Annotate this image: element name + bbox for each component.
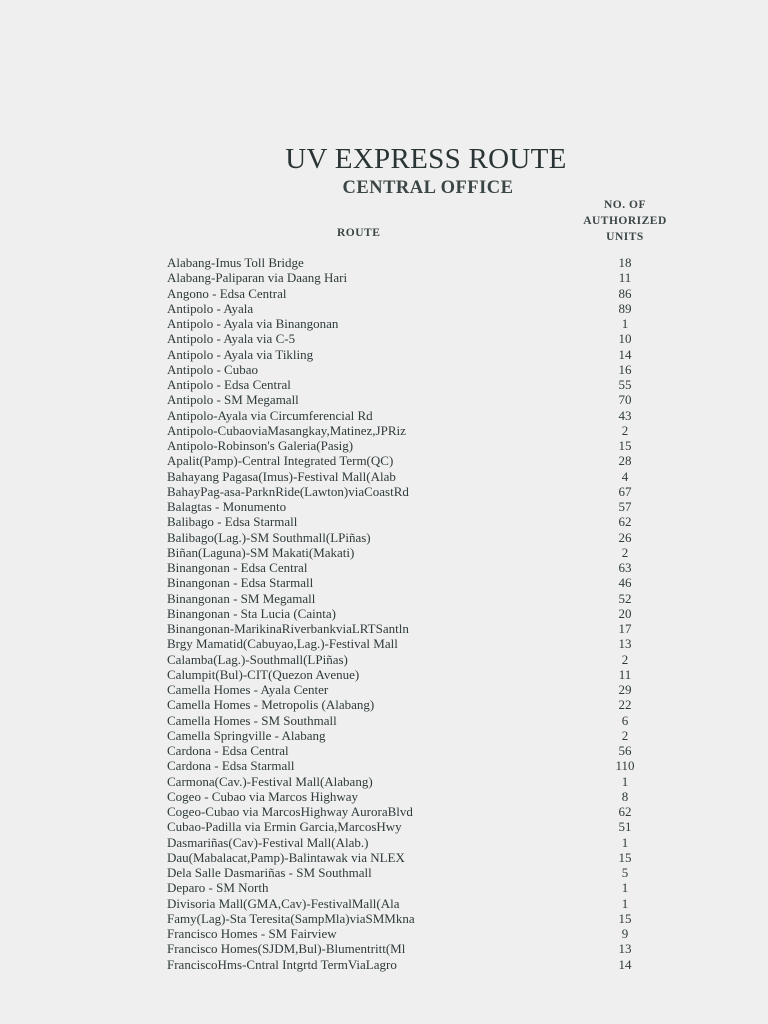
authorized-units: 28	[618, 453, 632, 469]
route-name: Brgy Mamatid(Cabuyao,Lag.)-Festival Mall	[167, 636, 398, 652]
route-name: Dasmariñas(Cav)-Festival Mall(Alab.)	[167, 834, 369, 850]
table-row	[0, 835, 768, 850]
route-name: Divisoria Mall(GMA,Cav)-FestivalMall(Ala	[167, 895, 400, 911]
authorized-units: 22	[618, 697, 632, 713]
table-row	[0, 697, 768, 712]
table-row	[0, 713, 768, 728]
table-row	[0, 423, 768, 438]
authorized-units: 89	[618, 300, 632, 316]
route-name: Antipolo-CubaoviaMasangkay,Matinez,JPRiz	[167, 422, 406, 438]
authorized-units: 2	[621, 544, 629, 560]
table-row	[0, 469, 768, 484]
authorized-units: 29	[618, 682, 632, 697]
route-name: Balibago - Edsa Starmall	[167, 514, 298, 530]
authorized-units: 11	[618, 270, 632, 286]
route-name: Binangonan - Edsa Starmall	[167, 575, 314, 591]
table-row	[0, 530, 768, 545]
authorized-units: 6	[621, 712, 629, 728]
authorized-units: 2	[621, 422, 629, 438]
authorized-units: 62	[618, 514, 632, 530]
route-name: Antipolo - Ayala via Tikling	[167, 346, 314, 362]
route-name: Antipolo-Robinson's Galeria(Pasig)	[167, 438, 354, 453]
authorized-units: 51	[618, 819, 632, 835]
table-row	[0, 774, 768, 789]
table-row	[0, 575, 768, 590]
units-header-line: NO. OF	[604, 199, 646, 211]
authorized-units: 86	[618, 285, 632, 301]
table-row	[0, 484, 768, 499]
table-row	[0, 270, 768, 285]
authorized-units: 2	[621, 727, 629, 743]
authorized-units: 20	[618, 605, 632, 621]
route-name: Francisco Homes - SM Fairview	[167, 926, 337, 941]
table-row	[0, 408, 768, 423]
route-name: Antipolo - Ayala via C-5	[167, 331, 296, 347]
table-row	[0, 286, 768, 301]
route-name: Camella Homes - Metropolis (Alabang)	[167, 697, 375, 713]
table-row	[0, 636, 768, 651]
table-row	[0, 957, 768, 972]
authorized-units: 56	[618, 743, 632, 758]
authorized-units: 70	[618, 392, 632, 408]
table-row	[0, 392, 768, 407]
authorized-units: 9	[621, 926, 629, 941]
table-row	[0, 865, 768, 880]
route-name: Alabang-Paliparan via Daang Hari	[167, 270, 348, 286]
route-name: FranciscoHms-Cntral Intgrtd TermViaLagro	[167, 956, 397, 972]
table-row	[0, 560, 768, 575]
authorized-units: 15	[618, 438, 632, 453]
route-name: Dau(Mabalacat,Pamp)-Balintawak via NLEX	[167, 849, 405, 865]
route-name: Balibago(Lag.)-SM Southmall(LPiñas)	[167, 529, 371, 545]
route-name: Cogeo - Cubao via Marcos Highway	[167, 788, 358, 804]
table-row	[0, 896, 768, 911]
table-row	[0, 545, 768, 560]
table-row	[0, 728, 768, 743]
authorized-units: 8	[621, 788, 629, 804]
route-name: Famy(Lag)-Sta Teresita(SampMla)viaSMMkna	[167, 910, 415, 926]
table-row	[0, 347, 768, 362]
authorized-units: 63	[618, 560, 632, 575]
table-row	[0, 438, 768, 453]
route-name: BahayPag-asa-ParknRide(Lawton)viaCoastRd	[167, 483, 409, 499]
route-name: Binangonan - SM Megamall	[167, 590, 316, 606]
route-name: Calamba(Lag.)-Southmall(LPiñas)	[167, 651, 348, 667]
route-name: Antipolo - Cubao	[167, 361, 258, 377]
authorized-units: 5	[621, 865, 629, 880]
authorized-units: 43	[618, 407, 632, 423]
authorized-units: 110	[615, 758, 635, 774]
route-name: Cardona - Edsa Central	[167, 743, 289, 758]
route-name: Cogeo-Cubao via MarcosHighway AuroraBlvd	[167, 804, 413, 819]
authorized-units: 17	[618, 621, 632, 636]
document-subtitle: CENTRAL OFFICE	[342, 178, 514, 198]
authorized-units: 52	[618, 590, 632, 606]
authorized-units: 1	[621, 773, 629, 789]
route-name: Camella Springville - Alabang	[167, 727, 326, 743]
table-row	[0, 911, 768, 926]
table-row	[0, 926, 768, 941]
route-name: Binangonan - Sta Lucia (Cainta)	[167, 605, 336, 621]
route-name: Dela Salle Dasmariñas - SM Southmall	[167, 865, 372, 880]
route-name: Balagtas - Monumento	[167, 499, 287, 514]
route-name: Cubao-Padilla via Ermin Garcia,MarcosHwy	[167, 819, 402, 835]
table-row	[0, 453, 768, 468]
table-row	[0, 789, 768, 804]
route-name: Carmona(Cav.)-Festival Mall(Alabang)	[167, 773, 373, 789]
table-row	[0, 377, 768, 392]
route-name: Antipolo - Ayala via Binangonan	[167, 316, 339, 331]
route-name: Antipolo-Ayala via Circumferencial Rd	[167, 407, 373, 423]
table-row	[0, 880, 768, 895]
table-row	[0, 362, 768, 377]
table-row	[0, 819, 768, 834]
authorized-units: 15	[618, 910, 632, 926]
table-row	[0, 682, 768, 697]
authorized-units: 67	[618, 483, 632, 499]
route-name: Biñan(Laguna)-SM Makati(Makati)	[167, 544, 355, 560]
authorized-units: 26	[618, 529, 632, 545]
authorized-units: 46	[618, 575, 632, 591]
authorized-units: 4	[621, 468, 629, 484]
route-name: Antipolo - Edsa Central	[167, 377, 291, 392]
route-name: Deparo - SM North	[167, 880, 269, 896]
table-row	[0, 606, 768, 621]
authorized-units: 1	[621, 880, 629, 896]
route-name: Cardona - Edsa Starmall	[167, 758, 295, 774]
units-column-header	[560, 197, 690, 245]
authorized-units: 62	[618, 804, 632, 819]
units-header-line: AUTHORIZED	[583, 215, 667, 227]
route-column-header: ROUTE	[337, 227, 381, 239]
table-row	[0, 758, 768, 773]
table-row	[0, 499, 768, 514]
route-name: Alabang-Imus Toll Bridge	[167, 255, 304, 270]
route-table	[0, 255, 768, 972]
table-row	[0, 514, 768, 529]
units-header-line: UNITS	[606, 231, 644, 243]
table-row	[0, 301, 768, 316]
route-name: Angono - Edsa Central	[167, 285, 287, 301]
table-row	[0, 850, 768, 865]
route-name: Binangonan-MarikinaRiverbankviaLRTSantln	[167, 621, 409, 636]
route-name: Camella Homes - SM Southmall	[167, 712, 337, 728]
authorized-units: 16	[618, 361, 632, 377]
table-row	[0, 255, 768, 270]
authorized-units: 14	[618, 956, 632, 972]
route-name: Antipolo - Ayala	[167, 300, 254, 316]
authorized-units: 55	[618, 377, 632, 392]
authorized-units: 1	[621, 895, 629, 911]
route-name: Francisco Homes(SJDM,Bul)-Blumentritt(Ml	[167, 941, 406, 957]
authorized-units: 18	[618, 255, 632, 270]
authorized-units: 10	[618, 331, 632, 347]
route-name: Bahayang Pagasa(Imus)-Festival Mall(Alab	[167, 468, 396, 484]
authorized-units: 1	[621, 316, 629, 331]
table-row	[0, 804, 768, 819]
authorized-units: 14	[618, 346, 632, 362]
table-row	[0, 652, 768, 667]
table-row	[0, 621, 768, 636]
route-name: Camella Homes - Ayala Center	[167, 682, 329, 697]
route-name: Apalit(Pamp)-Central Integrated Term(QC)	[167, 453, 394, 469]
authorized-units: 1	[621, 834, 629, 850]
table-row	[0, 667, 768, 682]
document-title: UV EXPRESS ROUTE	[285, 143, 567, 175]
table-row	[0, 591, 768, 606]
authorized-units: 13	[618, 636, 632, 652]
authorized-units: 11	[618, 666, 632, 682]
authorized-units: 57	[618, 499, 632, 514]
authorized-units: 15	[618, 849, 632, 865]
authorized-units: 2	[621, 651, 629, 667]
route-name: Calumpit(Bul)-CIT(Quezon Avenue)	[167, 666, 360, 682]
table-row	[0, 316, 768, 331]
route-name: Antipolo - SM Megamall	[167, 392, 299, 408]
table-row	[0, 743, 768, 758]
table-row	[0, 331, 768, 346]
route-name: Binangonan - Edsa Central	[167, 560, 308, 575]
authorized-units: 13	[618, 941, 632, 957]
table-row	[0, 941, 768, 956]
